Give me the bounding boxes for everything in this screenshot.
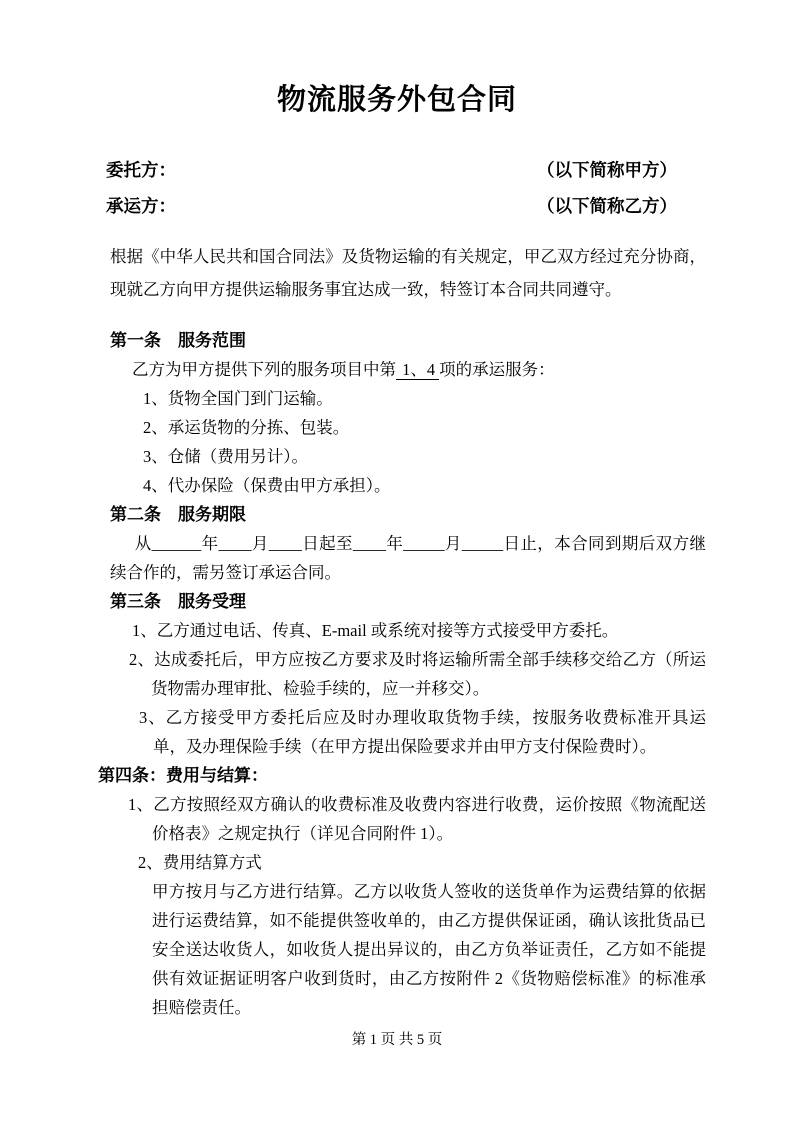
section-clause-3 — [0, 587, 794, 761]
section-clause-2 — [0, 500, 794, 587]
clause-1-selected-items-underline: 1、4 — [396, 360, 439, 380]
party-carrier-alias: （以下简称乙方） — [537, 196, 677, 216]
party-row-carrier — [106, 188, 677, 224]
preamble-paragraph: 根据《中华人民共和国合同法》及货物运输的有关规定，甲乙双方经过充分协商，现就乙方向甲方提供运输服务事宜达成一致，特签订本合同共同遵守。 — [110, 247, 706, 299]
acceptance-item-2: 2、达成委托后，甲方应按乙方要求及时将运输所需全部手续移交给乙方（所运货物需办理审批、检验手续的，应一并移交）。 — [129, 650, 706, 698]
clause-2-term-line: 从______年____月____日起至____年_____月_____日止，本合同到期后双方继续合作的，需另签订承运合同。 — [110, 534, 706, 582]
acceptance-item-1: 1、乙方通过电话、传真、E-mail 或系统对接等方式接受甲方委托。 — [132, 621, 619, 640]
clause-1-intro-post: 项的承运服务： — [439, 360, 555, 379]
clause-3-heading: 第三条 服务受理 — [110, 592, 246, 611]
fees-item-2: 2、费用结算方式 — [138, 853, 262, 872]
party-row-consignor — [106, 152, 677, 188]
service-item-3: 3、仓储（费用另计）。 — [143, 447, 308, 466]
parties-block — [106, 152, 677, 224]
party-consignor-alias: （以下简称甲方） — [537, 160, 677, 180]
document-title: 物流服务外包合同 — [276, 84, 517, 116]
page-number: 第 1 页 共 5 页 — [351, 1032, 443, 1048]
clause-2-heading: 第二条 服务期限 — [110, 505, 246, 524]
party-carrier-label: 承运方： — [106, 196, 176, 216]
service-item-1: 1、货物全国门到门运输。 — [143, 389, 333, 408]
party-consignor-label: 委托方： — [106, 160, 176, 180]
clause-1-intro — [132, 355, 706, 384]
service-item-2: 2、承运货物的分拣、包装。 — [143, 418, 350, 437]
clause-4-heading: 第四条：费用与结算： — [98, 766, 268, 785]
acceptance-item-3: 3、乙方接受甲方委托后应及时办理收取货物手续，按服务收费标准开具运单，及办理保险手续（在甲方提出保险要求并由甲方支付保险费时）。 — [139, 708, 706, 756]
section-clause-4 — [0, 761, 794, 1022]
service-item-4: 4、代办保险（保费由甲方承担）。 — [143, 476, 391, 495]
clause-1-intro-pre: 乙方为甲方提供下列的服务项目中第 — [132, 360, 396, 379]
settlement-paragraph: 甲方按月与乙方进行结算。乙方以收货人签收的送货单作为运费结算的依据进行运费结算，如不能提供签收单的，由乙方提供保证函，确认该批货品已安全送达收货人，如收货人提出异议的，由乙方负举证责任，乙方如不能提供有效证据证明客户收到货时，由乙方按附件 2《货物赔偿标准》的标准承担赔偿责任。 — [152, 882, 706, 1017]
fees-item-1: 1、乙方按照经双方确认的收费标准及收费内容进行收费，运价按照《物流配送价格表》之规定执行（详见合同附件 1）。 — [128, 795, 706, 843]
clause-1-heading: 第一条 服务范围 — [110, 331, 246, 350]
section-clause-1 — [0, 326, 794, 500]
